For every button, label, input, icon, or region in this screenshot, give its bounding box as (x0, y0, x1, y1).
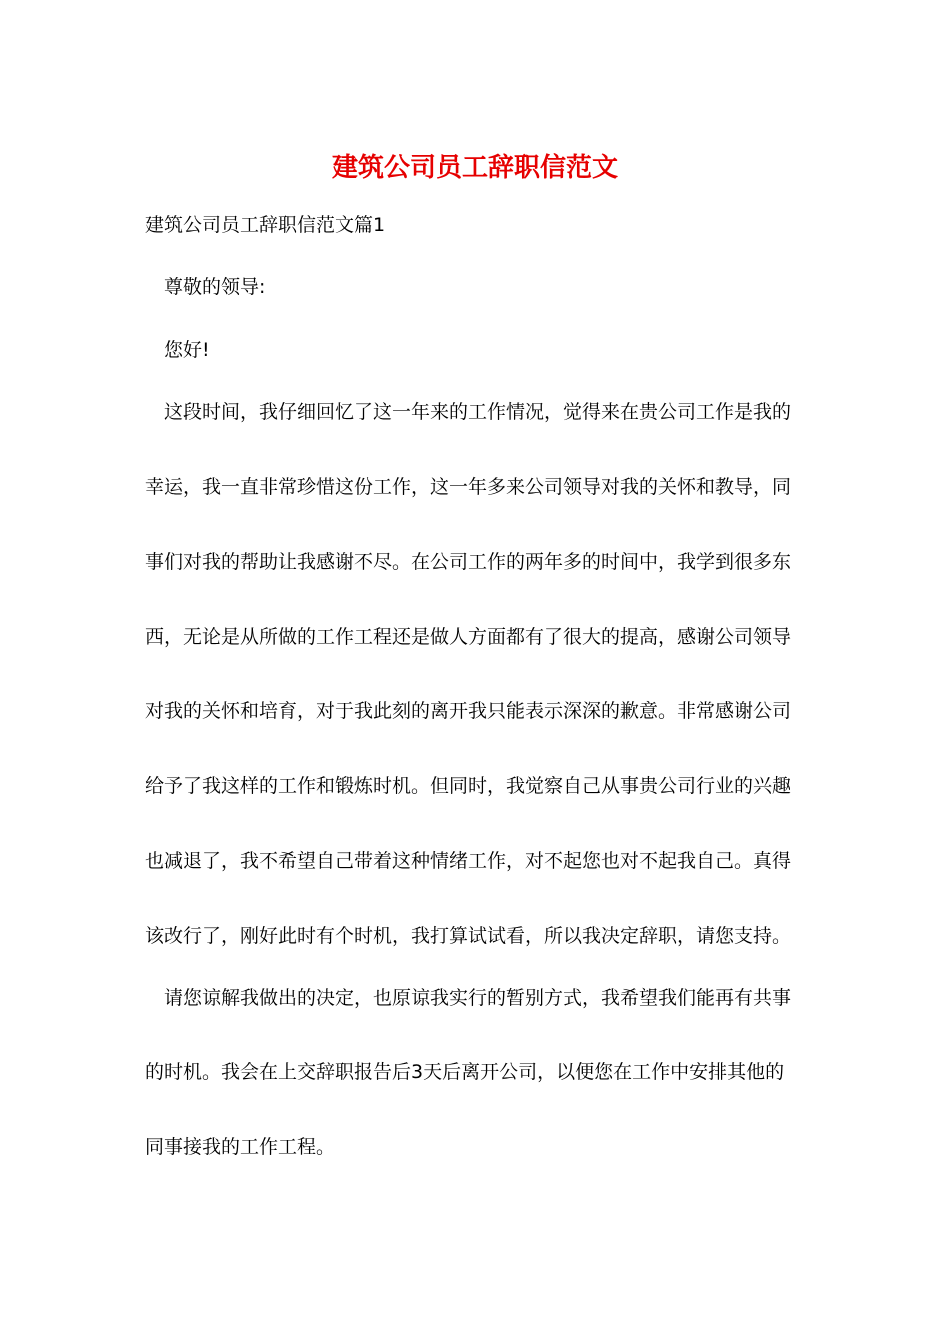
body-line: 事们对我的帮助让我感谢不尽。在公司工作的两年多的时间中，我学到很多东 (145, 551, 792, 573)
body-line: 西，无论是从所做的工作工程还是做人方面都有了很大的提高，感谢公司领导 (145, 626, 792, 648)
body-line: 这段时间，我仔细回忆了这一年来的工作情况，觉得来在贵公司工作是我的 (164, 401, 792, 423)
body-line: 请您谅解我做出的决定，也原谅我实行的暂别方式，我希望我们能再有共事 (164, 987, 792, 1009)
body-line: 该改行了，刚好此时有个时机，我打算试试看，所以我决定辞职，请您支持。 (145, 925, 792, 947)
body-line: 对我的关怀和培育，对于我此刻的离开我只能表示深深的歉意。非常感谢公司 (145, 700, 792, 722)
greeting: 您好! (164, 339, 210, 361)
body-line: 的时机。我会在上交辞职报告后3天后离开公司，以便您在工作中安排其他的 (145, 1061, 785, 1083)
salutation: 尊敬的领导: (164, 276, 266, 298)
body-line: 同事接我的工作工程。 (145, 1136, 336, 1158)
document-title: 建筑公司员工辞职信范文 (331, 153, 618, 183)
section-heading: 建筑公司员工辞职信范文篇1 (145, 214, 386, 236)
body-line: 也减退了，我不希望自己带着这种情绪工作，对不起您也对不起我自己。真得 (145, 850, 792, 872)
body-line: 给予了我这样的工作和锻炼时机。但同时，我觉察自己从事贵公司行业的兴趣 (145, 775, 792, 797)
body-line: 幸运，我一直非常珍惜这份工作，这一年多来公司领导对我的关怀和教导，同 (145, 476, 792, 498)
